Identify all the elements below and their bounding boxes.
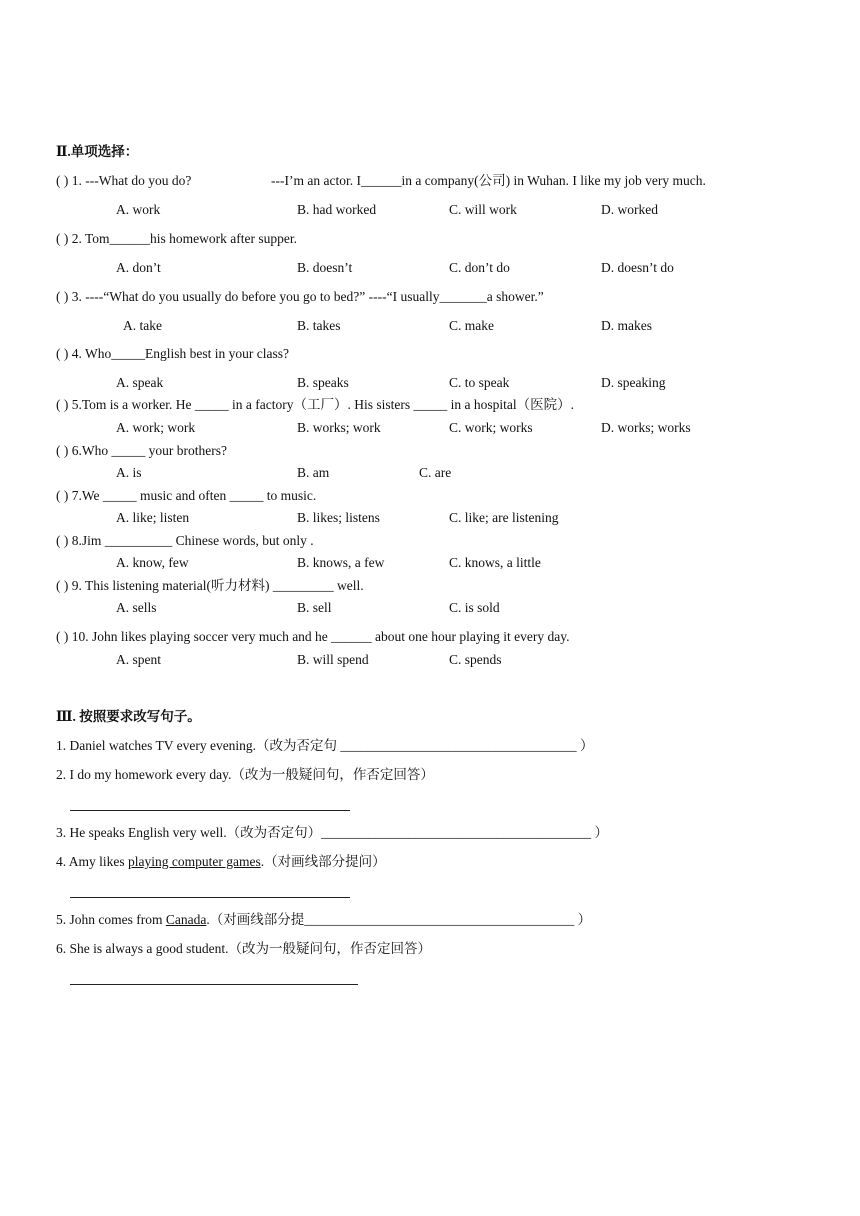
question-3-option-a: A. take xyxy=(123,318,162,333)
question-5-option-d: D. works; works xyxy=(601,420,691,435)
question-6-option-c: C. are xyxy=(419,465,452,480)
answer-line-2 xyxy=(70,810,350,811)
question-10-stem: ( ) 10. John likes playing soccer very much and he ______ about one hour playing it every day. xyxy=(56,629,570,644)
question-2-option-a: A. don’t xyxy=(116,260,161,275)
question-1-option-c: C. will work xyxy=(449,202,517,217)
question-10-option-b: B. will spend xyxy=(297,652,369,667)
question-3-option-b: B. takes xyxy=(297,318,341,333)
question-10-option-a: A. spent xyxy=(116,652,161,667)
question-6-stem: ( ) 6.Who _____ your brothers? xyxy=(56,443,227,458)
question-8-option-a: A. know, few xyxy=(116,555,189,570)
question-1-stem-a: ( ) 1. ---What do you do? xyxy=(56,173,192,188)
rewrite-item-3: 3. He speaks English very well.（改为否定句）________________________________________ ） xyxy=(56,825,608,840)
question-4-option-d: D. speaking xyxy=(601,375,666,390)
question-3-option-c: C. make xyxy=(449,318,494,333)
question-1-option-a: A. work xyxy=(116,202,161,217)
rewrite-item-5-pre: 5. John comes from xyxy=(56,912,166,927)
question-7-option-c: C. like; are listening xyxy=(449,510,559,525)
question-8-option-b: B. knows, a few xyxy=(297,555,385,570)
question-1-stem-b: ---I’m an actor. I______in a company(公司) in Wuhan. I like my job very much. xyxy=(271,173,706,188)
rewrite-item-1: 1. Daniel watches TV every evening.（改为否定句 ___________________________________ ） xyxy=(56,738,594,753)
question-7-stem: ( ) 7.We _____ music and often _____ to music. xyxy=(56,488,317,503)
section-2-heading: Ⅱ.单项选择： xyxy=(56,144,139,159)
question-6-option-b: B. am xyxy=(297,465,330,480)
question-6-option-a: A. is xyxy=(116,465,142,480)
question-2-option-c: C. don’t do xyxy=(449,260,510,275)
answer-line-6 xyxy=(70,984,358,985)
question-5-stem: ( ) 5.Tom is a worker. He _____ in a factory（工厂）. His sisters _____ in a hospital（医院）. xyxy=(56,397,574,412)
rewrite-item-5-underlined: Canada xyxy=(165,912,207,927)
question-1-option-d: D. worked xyxy=(601,202,658,217)
question-9-option-a: A. sells xyxy=(116,600,157,615)
question-2-option-b: B. doesn’t xyxy=(297,260,353,275)
rewrite-item-5-post: .（对画线部分提________________________________________ ） xyxy=(206,912,592,927)
question-5-option-c: C. work; works xyxy=(449,420,533,435)
question-8-option-c: C. knows, a little xyxy=(449,555,541,570)
rewrite-item-4 xyxy=(56,854,386,870)
rewrite-item-6: 6. She is always a good student.（改为一般疑问句，作否定回答） xyxy=(56,941,431,956)
question-4-option-a: A. speak xyxy=(116,375,164,390)
question-2-option-d: D. doesn’t do xyxy=(601,260,674,275)
question-4-option-c: C. to speak xyxy=(449,375,510,390)
rewrite-item-4-pre: 4. Amy likes xyxy=(56,854,129,869)
question-10-option-c: C. spends xyxy=(449,652,502,667)
rewrite-item-4-post: .（对画线部分提问） xyxy=(260,854,386,869)
question-7-option-a: A. like; listen xyxy=(116,510,190,525)
question-9-option-c: C. is sold xyxy=(449,600,500,615)
question-9-option-b: B. sell xyxy=(297,600,332,615)
rewrite-item-4-underlined: playing computer games xyxy=(128,854,261,869)
question-2-stem: ( ) 2. Tom______his homework after supper. xyxy=(56,231,298,246)
question-7-option-b: B. likes; listens xyxy=(297,510,380,525)
rewrite-item-5 xyxy=(56,912,591,928)
question-5-option-a: A. work; work xyxy=(116,420,196,435)
question-9-stem: ( ) 9. This listening material(听力材料) _________ well. xyxy=(56,578,364,593)
question-1-option-b: B. had worked xyxy=(297,202,377,217)
question-5-option-b: B. works; work xyxy=(297,420,381,435)
question-3-option-d: D. makes xyxy=(601,318,652,333)
section-3-heading: Ⅲ. 按照要求改写句子。 xyxy=(56,709,201,724)
question-4-option-b: B. speaks xyxy=(297,375,349,390)
question-3-stem: ( ) 3. ----“What do you usually do before you go to bed?” ----“I usually_______a shower.” xyxy=(56,289,544,304)
answer-line-4 xyxy=(70,897,350,898)
question-4-stem: ( ) 4. Who_____English best in your class? xyxy=(56,346,289,361)
question-8-stem: ( ) 8.Jim __________ Chinese words, but only . xyxy=(56,533,314,548)
rewrite-item-2: 2. I do my homework every day.（改为一般疑问句，作否定回答） xyxy=(56,767,434,782)
